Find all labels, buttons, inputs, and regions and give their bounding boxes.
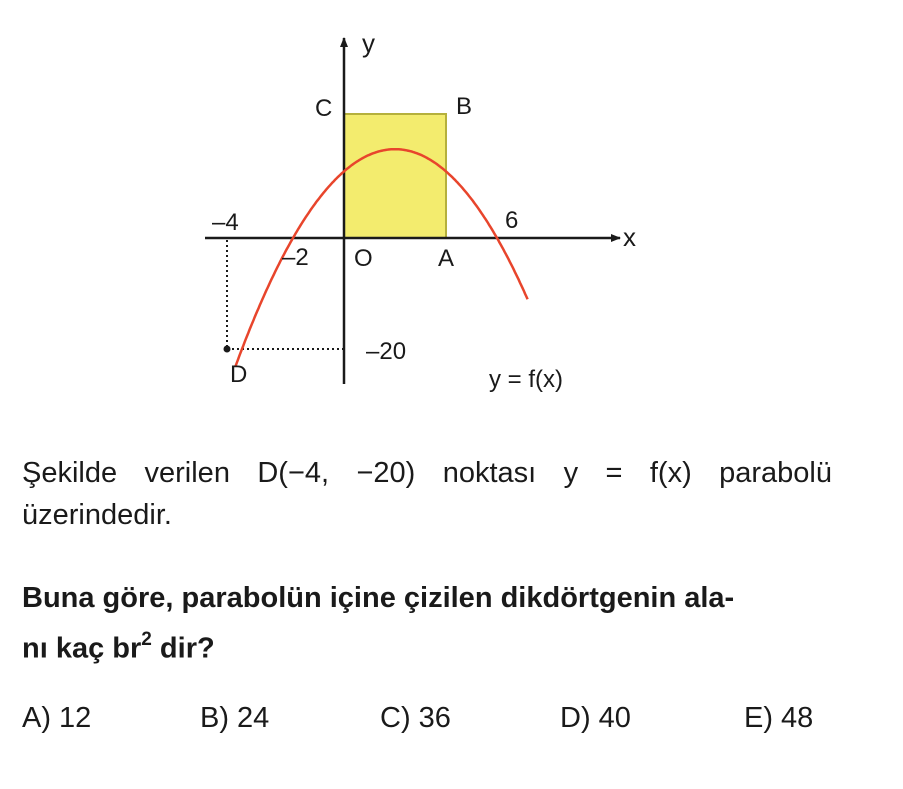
function-label: y = f(x) [489, 366, 564, 393]
point-d-dot [224, 346, 231, 353]
option-a[interactable]: A) 12 [22, 702, 92, 734]
tick-label-neg2: –2 [282, 244, 309, 271]
statement-line-2: üzerindedir. [22, 499, 172, 531]
tick-label-neg4: –4 [212, 209, 239, 236]
x-axis-label: x [623, 222, 636, 252]
inscribed-rectangle [344, 114, 446, 238]
problem-statement [22, 452, 832, 536]
option-d[interactable]: D) 40 [560, 702, 631, 734]
question-text [22, 576, 822, 671]
point-c-label: C [315, 95, 333, 122]
tick-label-neg20: –20 [366, 338, 407, 365]
option-e[interactable]: E) 48 [744, 702, 814, 734]
point-b-label: B [456, 93, 473, 120]
y-axis-label: y [362, 28, 375, 58]
point-a-label: A [438, 245, 455, 272]
question-line-2-end: dir? [151, 632, 215, 665]
question-line-1: Buna göre, parabolün içine çizilen dikdörtgenin ala- [22, 582, 735, 614]
statement-line-1: Şekilde verilen D(−4, −20) noktası y = f(x) parabolü [22, 457, 832, 489]
point-d-label: D [230, 361, 248, 388]
question-line-2-start: nı kaç br [22, 632, 142, 665]
option-b[interactable]: B) 24 [200, 702, 270, 734]
origin-label: O [354, 245, 373, 272]
tick-label-6: 6 [505, 207, 519, 234]
option-c[interactable]: C) 36 [380, 702, 451, 734]
question-superscript: 2 [141, 629, 152, 650]
